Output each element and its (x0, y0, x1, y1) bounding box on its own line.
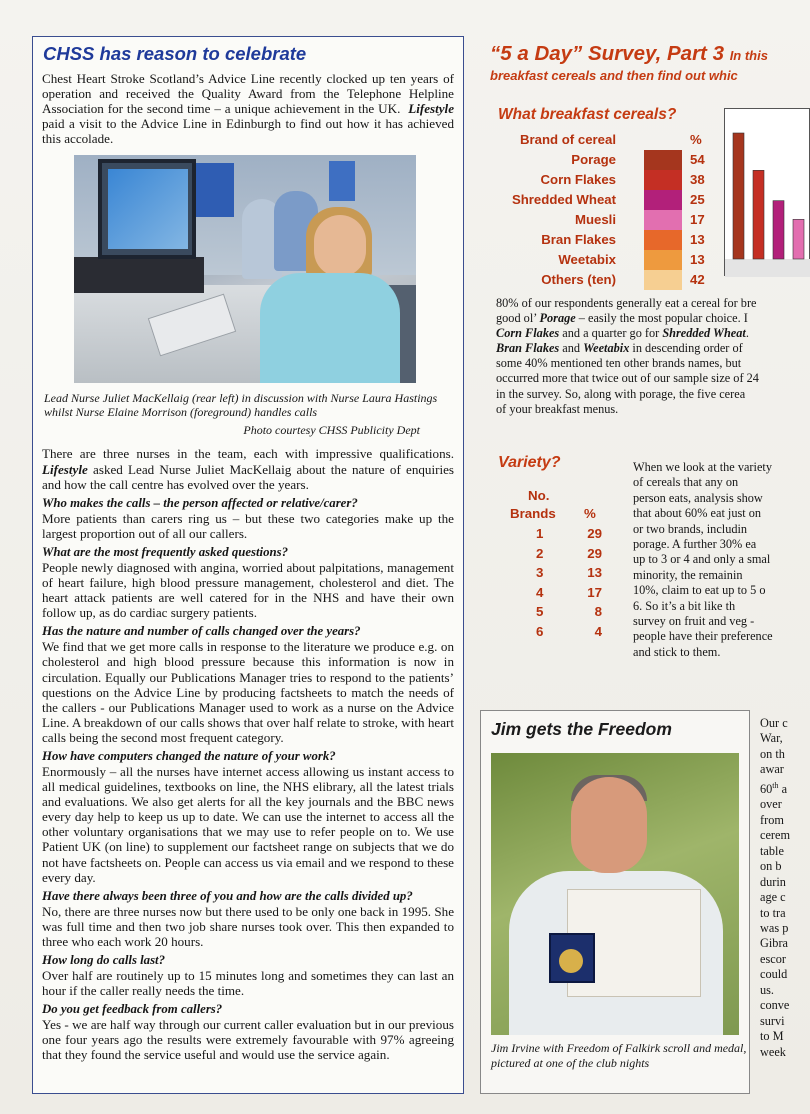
chart-bar (733, 133, 744, 259)
variety-brands: 5 (536, 604, 544, 619)
variety-line: porage. A further 30% ea (633, 537, 757, 552)
cereal-bar-chart (724, 108, 810, 276)
cereal-chart-svg (725, 109, 810, 277)
survey-line: of your breakfast menus. (496, 401, 619, 416)
question: Have there always been three of you and how are the calls divided up? (42, 888, 413, 903)
jim-line: to M (760, 1029, 784, 1044)
answer: No, there are three nurses now but there used to be only one back in 1995. She was full time and then two job share nurses took over. This then expanded to three who each work 20 hours. (42, 903, 454, 949)
jim-line: age c (760, 890, 786, 905)
cereal-row (488, 230, 728, 250)
variety-brands: 1 (536, 526, 544, 541)
survey-subtitle: breakfast cereals and then find out whic (490, 68, 738, 83)
answer: We find that we get more calls in response to the literature we produce e.g. on cholesterol and high blood pressure because this information is now in circulation. Equally our Publications Manager tries to respond to the patients’ questions on the Advice Line by producing factsheets to match the needs of the callers - our Publications Manager used to work as a nurse on the Advice Line. A breakdown of our calls shows that over half relate to stroke, with heart calls being the second most frequent category. (42, 639, 454, 745)
chss-article (32, 36, 464, 1094)
variety-line: up to 3 or 4 and only a smal (633, 552, 771, 567)
cereal-pct: 25 (690, 192, 705, 207)
variety-pct: 13 (587, 565, 602, 580)
jim-title: Jim gets the Freedom (491, 719, 672, 739)
cereal-pct: 13 (690, 252, 705, 267)
cereal-swatch (644, 170, 682, 190)
cereal-row (488, 250, 728, 270)
lifestyle-mark-2: Lifestyle (42, 461, 88, 477)
variety-line: 6. So it’s a bit like th (633, 598, 736, 613)
cereal-swatch (644, 230, 682, 250)
variety-head-brands: Brands (510, 506, 556, 521)
chart-floor (725, 259, 810, 277)
survey-line: Bran Flakes and Weetabix in descending order of (496, 341, 743, 356)
jim-line: from (760, 812, 784, 827)
variety-line: 10%, claim to eat up to 5 o (633, 583, 766, 598)
jim-line: table (760, 843, 784, 858)
cereal-pct: 17 (690, 212, 705, 227)
jim-article (480, 710, 750, 1094)
variety-line: person eats, analysis show (633, 490, 763, 505)
survey-line: Corn Flakes and a quarter go for Shredded Wheat. (496, 326, 749, 341)
intro-text: Chest Heart Stroke Scotland’s Advice Line recently clocked up ten years of operation and received the Quality Award from the Telephone Helpline Association for the second time – a unique achievement in the UK. (42, 71, 454, 117)
jim-line: awar (760, 762, 784, 777)
variety-pct: 29 (587, 545, 602, 561)
advice-line-photo (74, 155, 416, 383)
lifestyle-mark: Lifestyle (408, 101, 455, 117)
jim-line: Our c (760, 716, 788, 730)
cereal-row (488, 170, 728, 190)
survey-line: 80% of our respondents generally eat a cereal for bre (496, 296, 757, 310)
chart-bar (793, 219, 804, 259)
variety-head-no: No. (528, 488, 550, 503)
variety-line: that about 60% eat just on (633, 506, 762, 521)
survey-title-tail: In this (729, 48, 768, 63)
jim-caption: Jim Irvine with Freedom of Falkirk scroll and medal, pictured at one of the club nights (491, 1041, 747, 1070)
jim-line: us. (760, 982, 775, 997)
jim-line: to tra (760, 905, 786, 920)
jim-line: Gibra (760, 936, 788, 951)
question: What are the most frequently asked questions? (42, 544, 289, 559)
cereal-pct: 13 (690, 232, 705, 247)
answer: People newly diagnosed with angina, worried about palpitations, management of heart failure, high blood pressure management, cholesterol and diet. The heart attack patients are well catered for in the NHS and have their own follow up, as do cardiac surgery patients. (42, 559, 454, 621)
jim-continued-text (760, 716, 810, 1060)
jim-line: week (760, 1044, 786, 1059)
col-pct-header: % (690, 132, 702, 147)
variety-line: survey on fruit and veg - (633, 614, 755, 629)
variety-brands: 4 (536, 584, 544, 600)
cereal-row (488, 270, 728, 290)
answer: More patients than carers ring us – but these two categories make up the largest proportion out of all our callers. (42, 510, 454, 541)
survey-line: in the survey. So, along with porage, the five cerea (496, 386, 746, 401)
variety-brands: 6 (536, 623, 544, 639)
variety-pct: 17 (587, 584, 602, 600)
variety-head-pct: % (584, 506, 596, 521)
variety-line: of cereals that any on (633, 475, 739, 490)
jim-line: durin (760, 874, 786, 889)
chart-bar (753, 170, 764, 259)
variety-pct: 4 (594, 623, 602, 639)
jim-line: 60th a (760, 780, 788, 796)
survey-line: occurred more that twice out of our sample size of 24 (496, 371, 759, 386)
cereal-name: Weetabix (558, 252, 616, 267)
survey-title-main: “5 a Day” Survey, Part 3 (490, 42, 724, 65)
question: How long do calls last? (42, 953, 166, 967)
cereal-swatch (644, 250, 682, 270)
cereal-swatch (644, 210, 682, 230)
cereal-row (488, 210, 728, 230)
variety-line: minority, the remainin (633, 567, 743, 582)
variety-row (506, 546, 616, 566)
variety-row (506, 624, 616, 644)
cereal-pct: 54 (690, 152, 705, 167)
jim-line: was p (760, 920, 789, 935)
team-paragraph (42, 446, 454, 491)
survey-line: good ol’ Porage – easily the most popular choice. I (496, 311, 748, 326)
variety-pct: 8 (594, 604, 602, 619)
variety-pct: 29 (587, 526, 602, 541)
cereal-name: Others (ten) (541, 272, 616, 287)
question: Has the nature and number of calls changed over the years? (42, 624, 361, 639)
variety-line: When we look at the variety (633, 460, 772, 474)
jim-line: could (760, 967, 788, 982)
photo-credit: Photo courtesy CHSS Publicity Dept (243, 423, 420, 438)
variety-row (506, 604, 616, 624)
cereal-panel-title: What breakfast cereals? (498, 106, 677, 123)
survey-line: some 40% mentioned ten other brands names, but (496, 356, 742, 371)
jim-line: on th (760, 746, 785, 761)
jim-line: survi (760, 1013, 785, 1028)
cereal-row (488, 190, 728, 210)
cereal-pct: 42 (690, 272, 705, 287)
jim-line: conve (760, 998, 790, 1013)
variety-line: people have their preference (633, 629, 773, 644)
cereal-name: Corn Flakes (540, 172, 616, 187)
question: Who makes the calls – the person affected or relative/carer? (42, 495, 358, 510)
question: How have computers changed the nature of your work? (42, 748, 336, 763)
jim-line: on b (760, 859, 782, 874)
cereal-name: Shredded Wheat (511, 192, 616, 207)
intro-paragraph (42, 71, 454, 146)
variety-brands: 2 (536, 545, 544, 561)
col-brand-header: Brand of cereal (519, 132, 616, 147)
jim-photo (491, 753, 739, 1035)
question: Do you get feedback from callers? (42, 1002, 223, 1017)
survey-paragraph (496, 296, 810, 417)
cereal-name: Bran Flakes (541, 232, 616, 247)
jim-line: War, (760, 731, 783, 746)
variety-line: and stick to them. (633, 644, 721, 659)
answer: Enormously – all the nurses have internet access allowing us instant access to all medical guidelines, textbooks on line, the NHS elibrary, all the latest trials and evaluations. We also get alerts for all the key journals and the BBC news every day help to keep us up to date. We can use the internet to access all the other voluntary organisations that we may use to refer people on to. We use Patient UK (on line) to supplement our factsheet range on subjects that we do not have factsheets on. People can access us via email and we respond to these every day. (42, 763, 454, 885)
variety-title: Variety? (498, 454, 561, 471)
variety-brands: 3 (536, 565, 544, 580)
variety-row (506, 526, 616, 546)
cereal-swatch (644, 190, 682, 210)
answer: Yes - we are half way through our current caller evaluation but in our previous one four years ago the results were extremely favourable with 97% agreeing that they found the service useful and would use the service again. (42, 1017, 454, 1063)
jim-line: escor (760, 951, 786, 966)
photo-caption: Lead Nurse Juliet MacKellaig (rear left) in discussion with Nurse Laura Hastings whilst Nurse Elaine Morrison (foreground) handles calls (44, 391, 438, 420)
chart-bar (773, 201, 784, 259)
cereal-name: Muesli (574, 212, 616, 227)
cereal-name: Porage (571, 152, 616, 167)
cereal-swatch (644, 270, 682, 290)
variety-row (506, 585, 616, 605)
team-text-a: There are three nurses in the team, each with impressive qualifications. (42, 446, 454, 462)
variety-paragraph (633, 460, 810, 660)
qa-list (42, 496, 454, 1063)
cereal-swatch (644, 150, 682, 170)
article-title: CHSS has reason to celebrate (43, 43, 307, 64)
team-text-b: asked Lead Nurse Juliet MacKellaig about the nature of enquiries and how the call centre has evolved over the years. (42, 461, 455, 492)
survey-title (490, 42, 810, 66)
cereal-pct: 38 (690, 172, 705, 187)
cereal-header (488, 130, 728, 150)
answer: Over half are routinely up to 15 minutes long and sometimes they can last an hour if the caller really needs the time. (42, 968, 454, 999)
variety-row (506, 565, 616, 585)
jim-line: cerem (760, 828, 791, 843)
variety-line: or two brands, includin (633, 521, 748, 536)
jim-line: over (760, 797, 782, 812)
cereal-table (488, 130, 728, 290)
cereal-row (488, 150, 728, 170)
intro-tail: paid a visit to the Advice Line in Edinburgh to find out how it has achieved this accolade. (42, 116, 454, 147)
